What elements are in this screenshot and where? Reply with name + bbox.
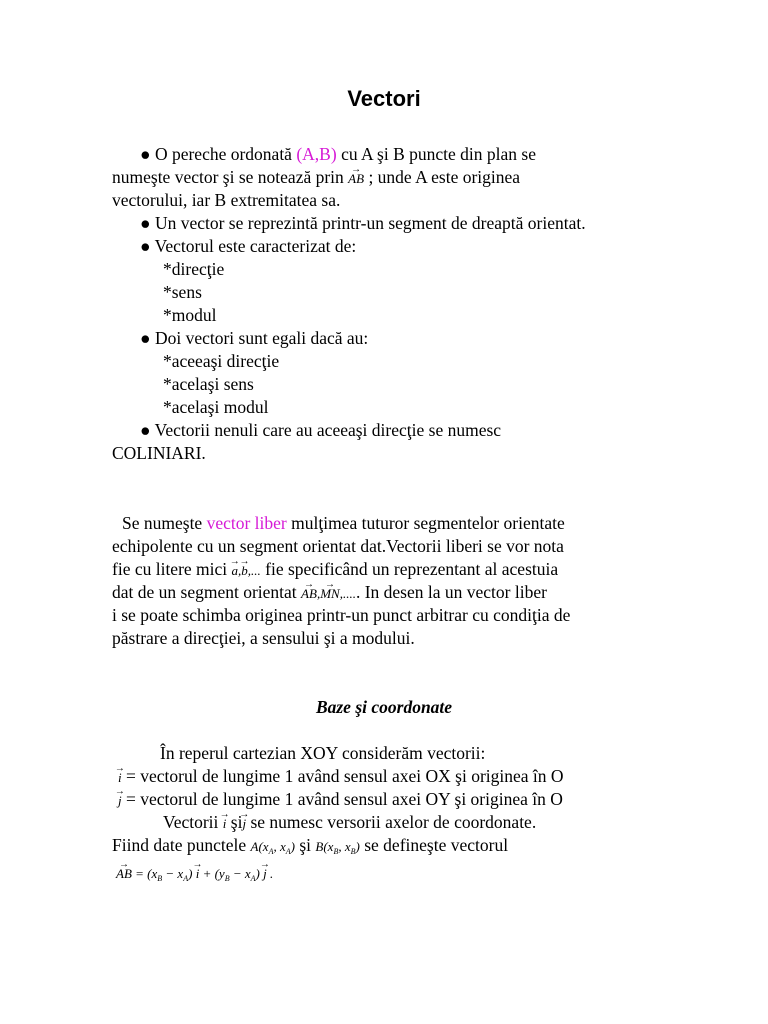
- intro-line-14: COLINIARI.: [112, 443, 206, 463]
- free-vector-line-1: Se numeşte vector liber mulţimea tuturor segmentelor orientate: [122, 513, 565, 533]
- free-vector-line-4: dat de un segment orientat → AB,→ MN,..... In desen la un vector liber: [112, 581, 547, 605]
- intro-line-4: ● Un vector se reprezintă printr-un segment de dreaptă orientat.: [140, 213, 586, 233]
- equal-direction: *aceeaşi direcţie: [163, 351, 280, 371]
- intro-line-5: ● Vectorul este caracterizat de:: [140, 236, 357, 256]
- section-subtitle: Baze şi coordonate: [315, 697, 453, 717]
- vector-i-symbol: → i: [118, 766, 122, 789]
- page-title: Vectori: [347, 86, 421, 111]
- intro-line-9: ● Doi vectori sunt egali dacă au:: [140, 328, 369, 348]
- property-modulus: *modul: [163, 305, 217, 325]
- bases-line-1: În reperul cartezian XOY considerăm vectorii:: [160, 743, 486, 763]
- vector-ab-symbol: → AB: [348, 167, 364, 190]
- highlight-free-vector: vector liber: [206, 513, 287, 533]
- property-sense: *sens: [163, 282, 202, 302]
- vector-a-symbol: → a: [232, 559, 239, 582]
- property-direction: *direcţie: [163, 259, 225, 279]
- free-vector-line-6: păstrare a direcţiei, a sensului şi a modului.: [112, 628, 415, 648]
- vector-j-symbol-2: → j: [242, 812, 246, 835]
- highlight-ordered-pair: (A,B): [296, 144, 337, 164]
- vector-i-symbol-2: → i: [223, 812, 227, 835]
- free-vector-line-5: i se poate schimba originea printr-un punct arbitrar cu condiţia de: [112, 605, 571, 625]
- vector-b-symbol: → b: [241, 559, 248, 582]
- intro-line-3: vectorului, iar B extremitatea sa.: [112, 190, 341, 210]
- vector-j-symbol: → j: [118, 789, 122, 812]
- vector-ab-formula: → AB = $(x_B - x_A) \to i + (y_B - x_A) \to j$ .: [116, 862, 273, 890]
- vector-ab-symbol-2: → AB: [301, 582, 317, 605]
- point-b-coordinates: $B(x_B$, $x_B$): [315, 839, 360, 856]
- vector-mn-symbol: → MN: [320, 582, 340, 605]
- free-vector-line-2: echipolente cu un segment orientat dat.Vectorii liberi se vor nota: [112, 536, 564, 556]
- free-vector-line-3: fie cu litere mici → a,→ b,... fie specificând un reprezentant al acestuia: [112, 558, 558, 582]
- bases-line-3: → j = vectorul de lungime 1 având sensul axei OY şi originea în O: [118, 788, 563, 812]
- intro-line-1: ● O pereche ordonată (A,B) cu A şi B puncte din plan se: [140, 144, 536, 164]
- point-a-coordinates: $A(x_A$, $x_A$): [250, 839, 295, 856]
- intro-line-2: numeşte vector şi se notează prin → AB ; unde A este originea: [112, 166, 520, 190]
- equal-modulus: *acelaşi modul: [163, 397, 269, 417]
- equal-sense: *acelaşi sens: [163, 374, 254, 394]
- bases-line-4: Vectorii → i şi→ j se numesc versorii axelor de coordonate.: [163, 811, 536, 835]
- bases-line-5: Fiind date punctele $A(x_A$, $x_A$) şi $B(x_B$, $x_B$) se defineşte vectorul: [112, 835, 509, 856]
- bases-line-2: → i = vectorul de lungime 1 având sensul axei OX şi originea în O: [118, 765, 564, 789]
- intro-line-13: ● Vectorii nenuli care au aceeaşi direcţie se numesc: [140, 420, 502, 440]
